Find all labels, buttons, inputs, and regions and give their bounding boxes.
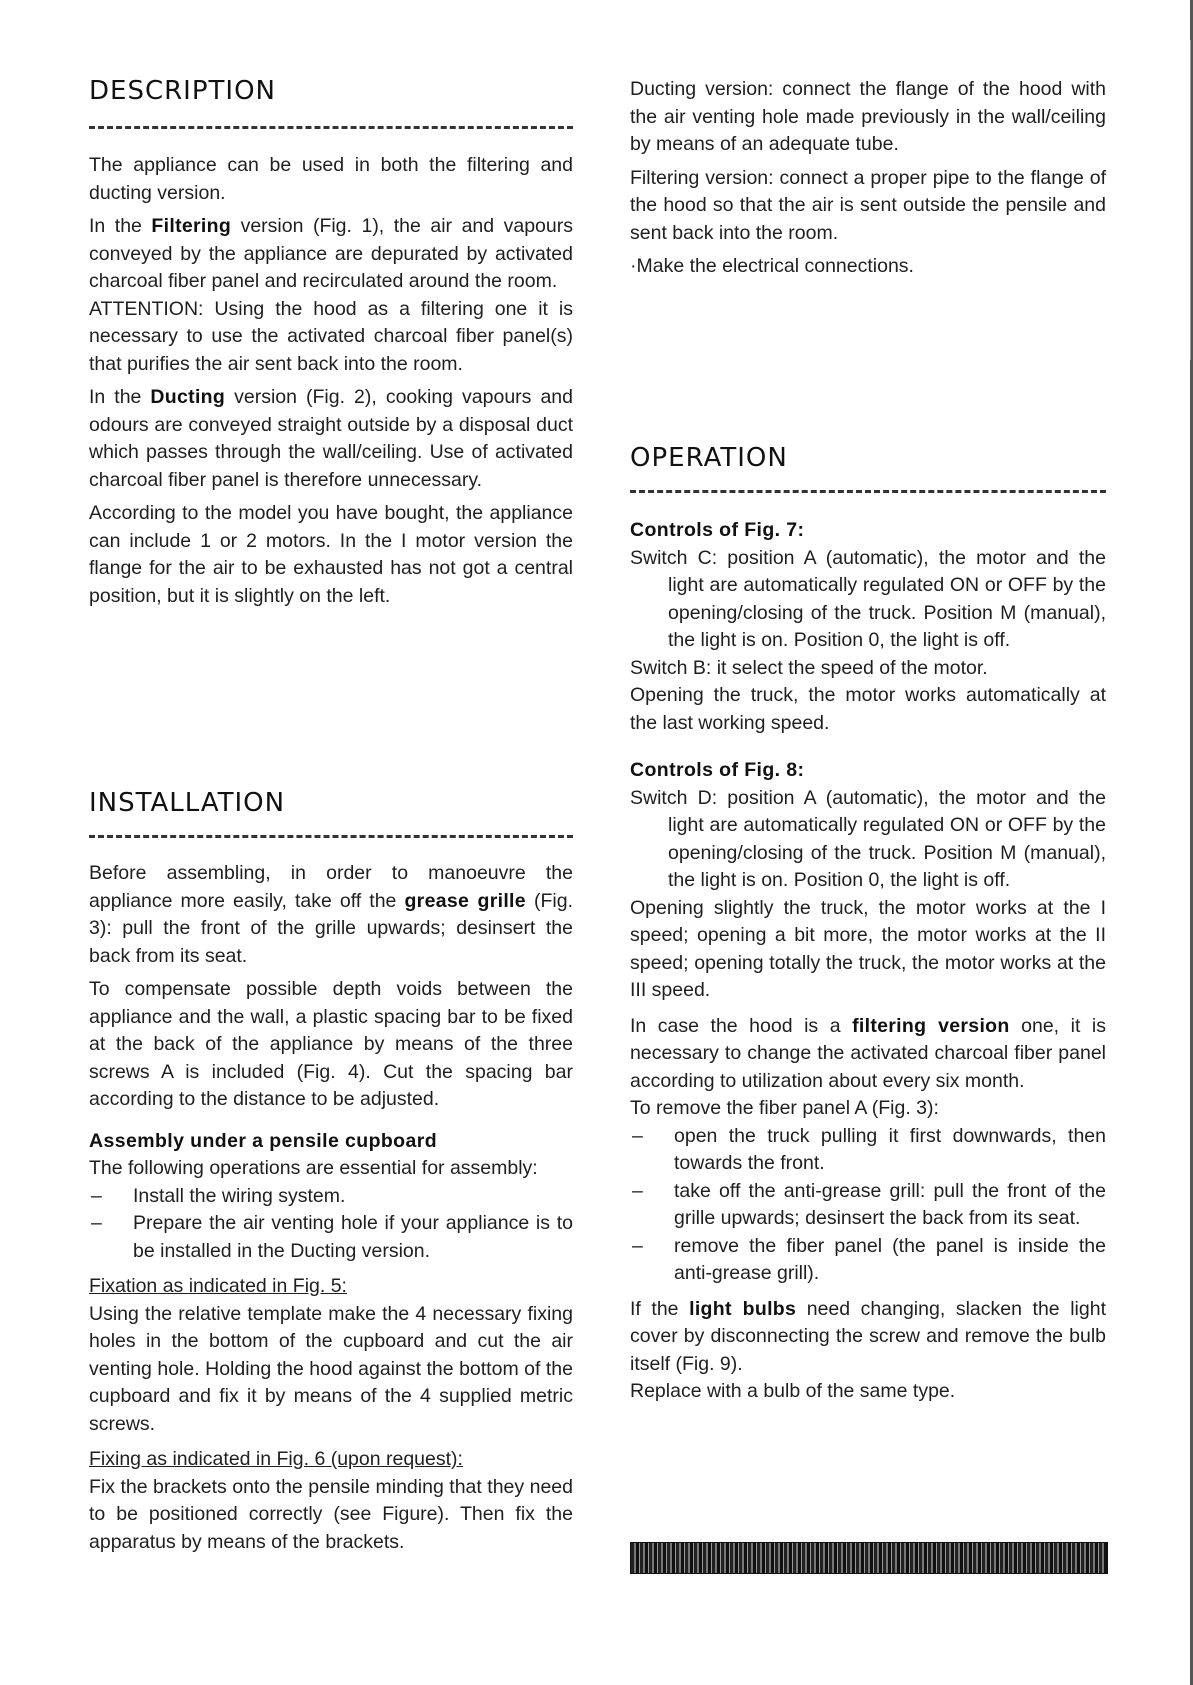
- remove-list: [630, 1123, 1106, 1288]
- list-item: – Install the wiring system.: [89, 1183, 573, 1211]
- switch-c-text: Switch C: position A (automatic), the motor and the light are automatically regulated ON or OFF by the opening/closing of the truck. Position M (manual), the light is on. Position 0, the light is off.: [630, 546, 1106, 651]
- operation-heading: OPERATION: [630, 443, 788, 473]
- controls-fig7-title: Controls of Fig. 7:: [630, 519, 805, 541]
- assembly-intro: The following operations are essential for assembly:: [89, 1157, 538, 1179]
- description-p1: The appliance can be used in both the filtering and ducting version.: [89, 154, 573, 204]
- filtering-version-text: Filtering version: connect a proper pipe to the flange of the hood so that the air is sent outside the pensile and sent back into the room.: [630, 166, 1106, 244]
- light-bulbs-term: light bulbs: [689, 1297, 797, 1320]
- list-item: – Prepare the air venting hole if your appliance is to be installed in the Ducting version.: [89, 1210, 573, 1265]
- description-p2: In the Filtering version (Fig. 1), the air and vapours conveyed by the appliance are depurated by activated charcoal fiber panel and recirculated around the room.: [89, 215, 573, 292]
- assembly-list: [89, 1183, 573, 1266]
- installation-continued: [630, 70, 1106, 281]
- filtering-term: Filtering: [151, 215, 232, 237]
- ducting-version-text: Ducting version: connect the flange of the hood with the air venting hole made previously in the wall/ceiling by means of an adequate tube.: [630, 78, 1106, 155]
- fixing-fig6-text: Fix the brackets onto the pensile minding that they need to be positioned correctly (see Figure). Then fix the apparatus by means of the brackets.: [89, 1475, 573, 1553]
- description-body: [89, 152, 573, 610]
- scan-mark: [1190, 40, 1191, 360]
- controls-fig8-title: Controls of Fig. 8:: [630, 759, 805, 781]
- filter-change-text: In case the hood is a filtering version one, it is necessary to change the activated charcoal fiber panel according to utilization about every six month.: [630, 1014, 1106, 1092]
- replace-bulb-text: Replace with a bulb of the same type.: [630, 1380, 956, 1402]
- switch-d-text: Switch D: position A (automatic), the motor and the light are automatically regulated ON or OFF by the opening/closing of the truck. Position M (manual), the light is on. Position 0, the light is off.: [630, 786, 1106, 891]
- description-attention: ATTENTION: Using the hood as a filtering one it is necessary to use the activated charcoal fiber panel(s) that purifies the air sent back into the room.: [89, 297, 573, 375]
- installation-rule: [89, 835, 573, 838]
- fixation-fig5-text: Using the relative template make the 4 necessary fixing holes in the bottom of the cupboard and cut the air venting hole. Holding the hood against the bottom of the cupboard and fix it by means of the 4 supplied metric screws.: [89, 1302, 573, 1435]
- filtering-version-term: filtering version: [852, 1014, 1010, 1037]
- installation-p2: To compensate possible depth voids between the appliance and the wall, a plastic spacing bar to be fixed at the back of the appliance by means of the three screws A is included (Fig. 4). Cut the spacing bar according to the distance to be adjusted.: [89, 978, 573, 1110]
- installation-body: [89, 860, 573, 1556]
- description-p4: In the Ducting version (Fig. 2), cooking vapours and odours are conveyed straight outside by a disposal duct which passes through the wall/ceiling. Use of activated charcoal fiber panel is therefore unnecessary.: [89, 386, 573, 491]
- list-item: – take off the anti-grease grill: pull the front of the grille upwards; desinsert the back from its seat.: [630, 1178, 1106, 1233]
- operation-rule: [630, 490, 1106, 493]
- grease-grille-term: grease grille: [404, 889, 526, 912]
- ducting-term: Ducting: [150, 386, 226, 408]
- list-item: – open the truck pulling it first downwards, then towards the front.: [630, 1123, 1106, 1178]
- remove-intro: To remove the fiber panel A (Fig. 3):: [630, 1097, 939, 1119]
- description-p5: According to the model you have bought, the appliance can include 1 or 2 motors. In the I motor version the flange for the air to be exhausted has not got a central position, but it is slightly on the left.: [89, 502, 573, 607]
- switch-b-text: Switch B: it select the speed of the motor.: [630, 656, 988, 679]
- list-item: – remove the fiber panel (the panel is inside the anti-grease grill).: [630, 1233, 1106, 1288]
- fixing-fig6-title: Fixing as indicated in Fig. 6 (upon request):: [89, 1448, 463, 1470]
- fig7-opening-text: Opening the truck, the motor works automatically at the last working speed.: [630, 684, 1106, 734]
- operation-body: [630, 517, 1106, 1406]
- fixation-fig5-title: Fixation as indicated in Fig. 5:: [89, 1275, 347, 1297]
- scan-noise-bar: [630, 1542, 1108, 1574]
- description-rule: [89, 126, 573, 129]
- assembly-title: Assembly under a pensile cupboard: [89, 1129, 438, 1152]
- installation-p1: Before assembling, in order to manoeuvre the appliance more easily, take off the grease grille (Fig. 3): pull the front of the grille upwards; desinsert the back from its seat.: [89, 862, 573, 967]
- installation-heading: INSTALLATION: [89, 788, 286, 818]
- light-bulbs-text: If the light bulbs need changing, slacken the light cover by disconnecting the screw and remove the bulb itself (Fig. 9).: [630, 1297, 1106, 1375]
- description-heading: DESCRIPTION: [89, 76, 276, 106]
- electrical-connections-text: ·Make the electrical connections.: [630, 255, 914, 277]
- fig8-opening-text: Opening slightly the truck, the motor works at the I speed; opening a bit more, the motor works at the II speed; opening totally the truck, the motor works at the III speed.: [630, 896, 1106, 1001]
